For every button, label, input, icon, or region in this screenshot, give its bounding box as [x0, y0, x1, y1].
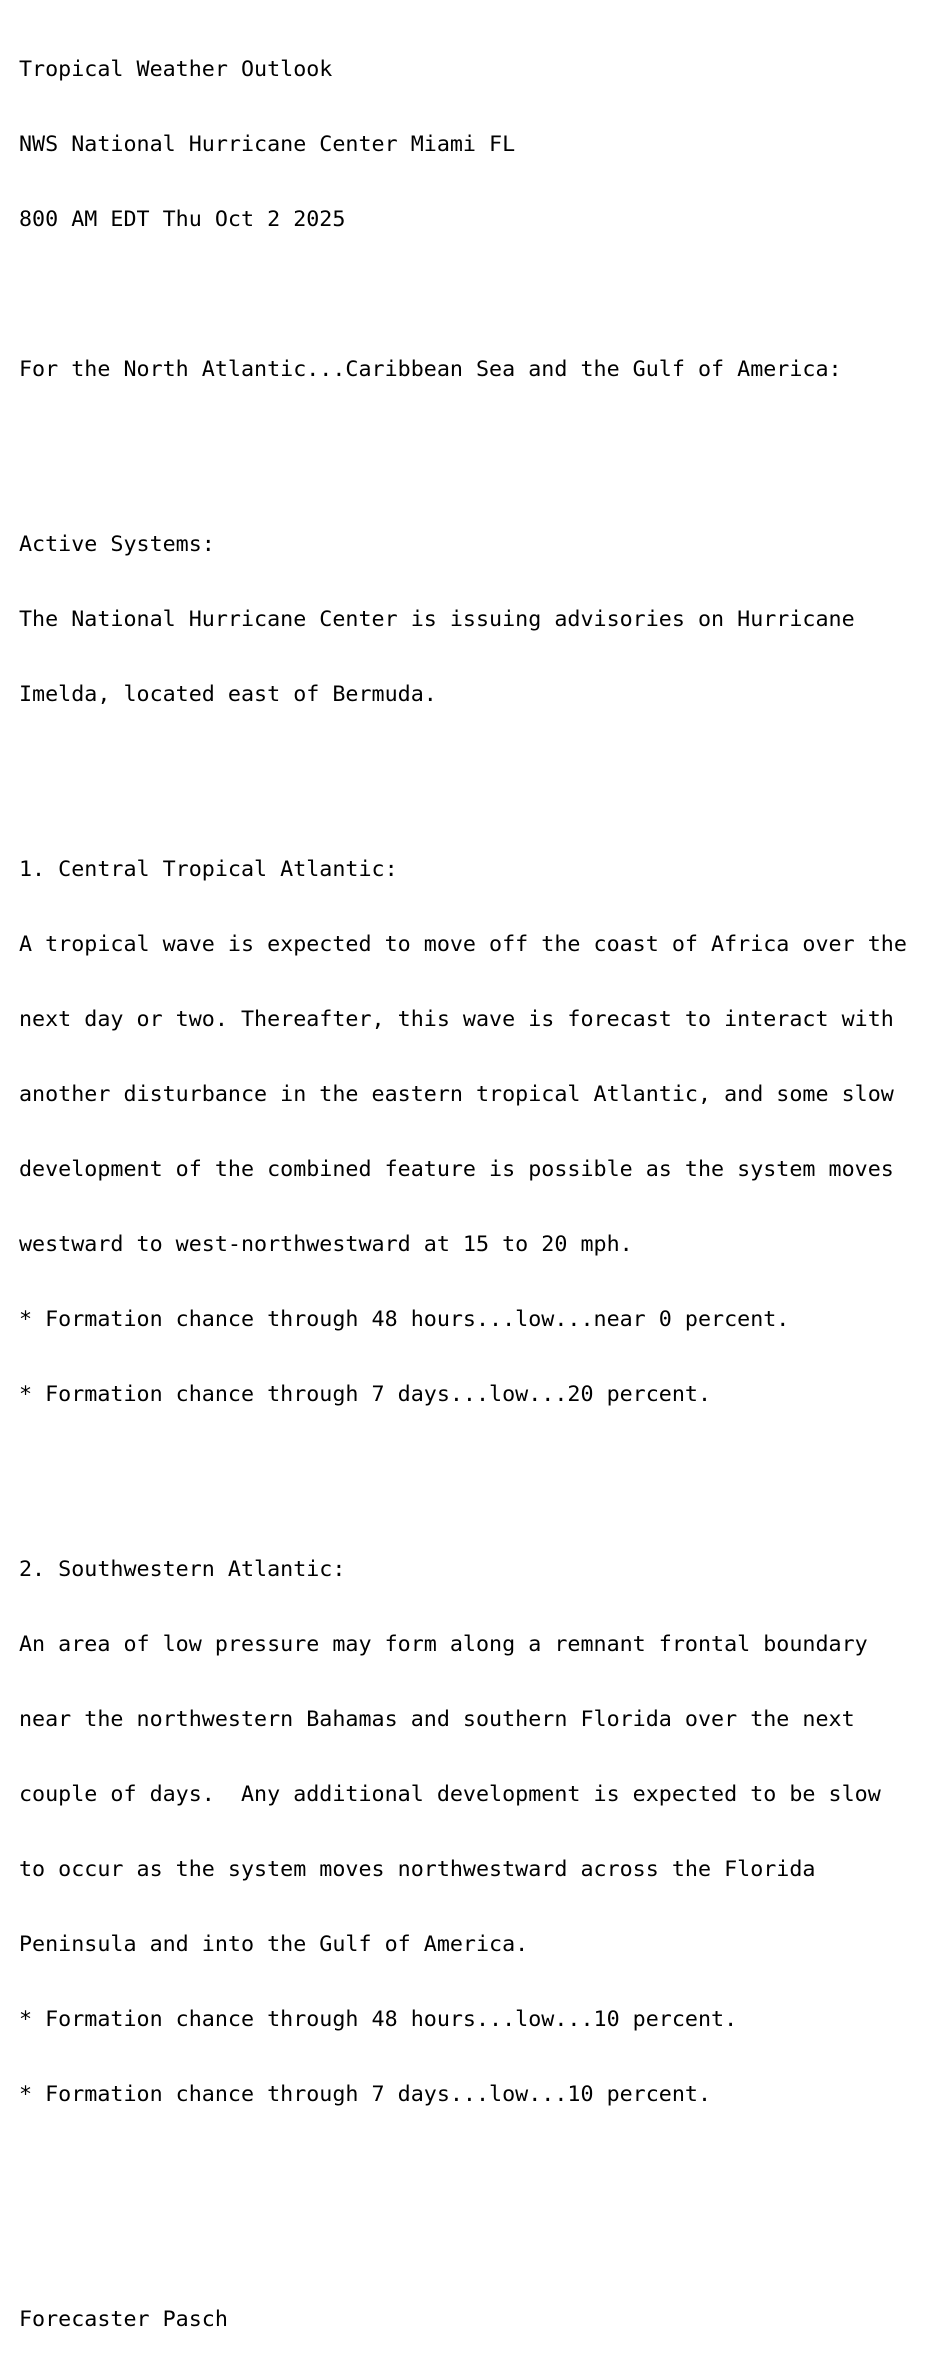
spacer [19, 432, 907, 457]
area-2-chance-48h: * Formation chance through 48 hours...low...10 percent. [19, 2007, 738, 2032]
forecaster-signature: Forecaster Pasch [19, 2307, 228, 2332]
active-systems-line: Imelda, located east of Bermuda. [19, 682, 437, 707]
active-systems-line: The National Hurricane Center is issuing advisories on Hurricane [19, 607, 855, 632]
spacer [19, 1457, 907, 1482]
issue-time: 800 AM EDT Thu Oct 2 2025 [19, 207, 346, 232]
area-1-text-line: next day or two. Thereafter, this wave is forecast to interact with [19, 1007, 894, 1032]
area-1-heading: 1. Central Tropical Atlantic: [19, 857, 398, 882]
active-systems-heading: Active Systems: [19, 532, 215, 557]
spacer [19, 282, 907, 307]
outlook-document [19, 7, 907, 2357]
area-2-chance-7d: * Formation chance through 7 days...low...10 percent. [19, 2082, 712, 2107]
area-1-chance-7d: * Formation chance through 7 days...low...20 percent. [19, 1382, 712, 1407]
area-1-text-line: development of the combined feature is possible as the system moves [19, 1157, 894, 1182]
spacer [19, 757, 907, 782]
spacer [19, 2157, 907, 2232]
area-2-text-line: An area of low pressure may form along a remnant frontal boundary [19, 1632, 868, 1657]
area-2-text-line: to occur as the system moves northwestward across the Florida [19, 1857, 816, 1882]
area-1-chance-48h: * Formation chance through 48 hours...low...near 0 percent. [19, 1307, 790, 1332]
area-2-heading: 2. Southwestern Atlantic: [19, 1557, 346, 1582]
area-2-text-line: couple of days. Any additional development is expected to be slow [19, 1782, 881, 1807]
area-1-text-line: westward to west-northwestward at 15 to 20 mph. [19, 1232, 633, 1257]
area-1-text-line: another disturbance in the eastern tropical Atlantic, and some slow [19, 1082, 894, 1107]
scope-statement: For the North Atlantic...Caribbean Sea and the Gulf of America: [19, 357, 842, 382]
area-1-text-line: A tropical wave is expected to move off the coast of Africa over the [19, 932, 907, 957]
area-2-text-line: Peninsula and into the Gulf of America. [19, 1932, 529, 1957]
area-2-text-line: near the northwestern Bahamas and southern Florida over the next [19, 1707, 855, 1732]
issuing-office: NWS National Hurricane Center Miami FL [19, 132, 516, 157]
product-title: Tropical Weather Outlook [19, 57, 333, 82]
